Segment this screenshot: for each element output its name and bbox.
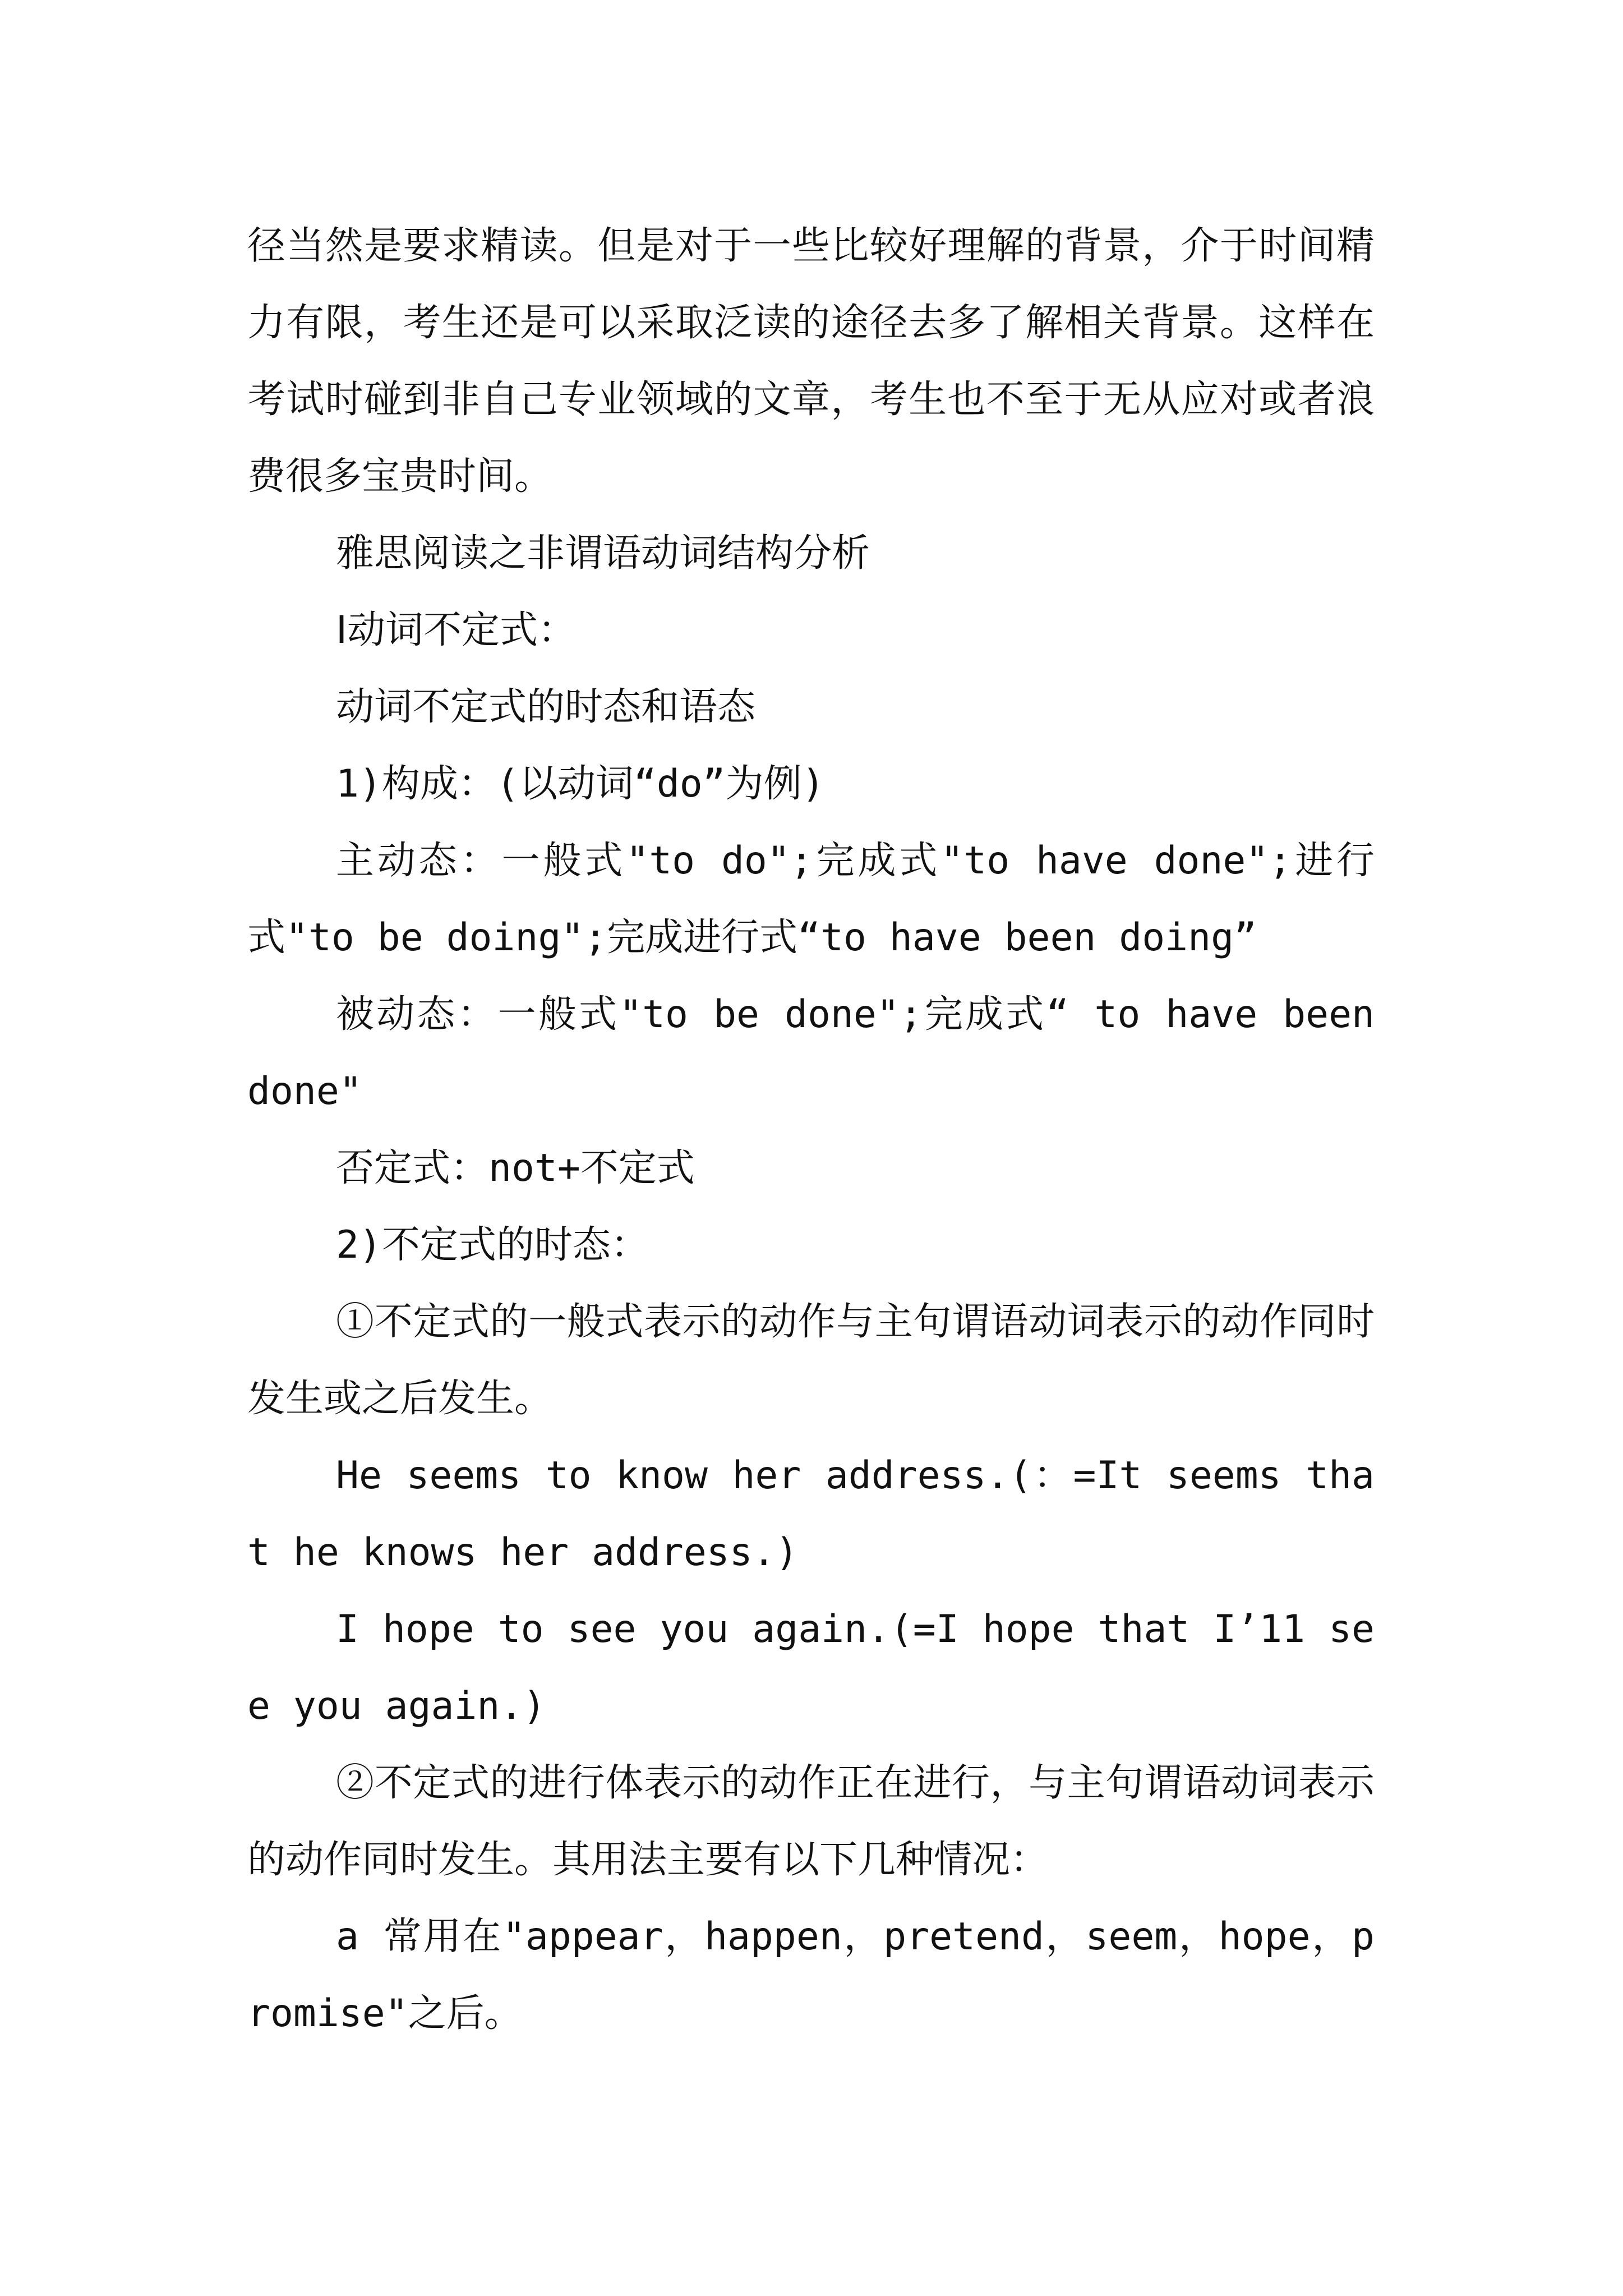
example-sentence-1: He seems to know her address.(：=It seems that he knows her address.) xyxy=(247,1453,1375,1575)
section-title: 雅思阅读之非谓语动词结构分析 xyxy=(336,531,870,576)
paragraph-passive-voice: 被动态：一般式"to be done";完成式“ to have been done" xyxy=(247,992,1375,1114)
heading-infinitive: Ⅰ动词不定式： xyxy=(336,608,577,652)
document-body xyxy=(247,208,1375,2052)
subheading-tense-voice: 动词不定式的时态和语态 xyxy=(336,685,756,729)
example-sentence-2: I hope to see you again.(=I hope that I’11 see you again.) xyxy=(247,1607,1375,1728)
paragraph-intro-continuation: 径当然是要求精读。但是对于一些比较好理解的背景，介于时间精力有限，考生还是可以采取泛读的途径去多了解相关背景。这样在考试时碰到非自己专业领域的文章，考生也不至于无从应对或者浪费很多宝贵时间。 xyxy=(247,224,1375,499)
paragraph-infinitive-tense: 2)不定式的时态： xyxy=(336,1223,649,1267)
paragraph-usage-a: a 常用在"appear，happen，pretend，seem，hope，promise"之后。 xyxy=(247,1915,1375,2036)
paragraph-structure: 1)构成：(以动词“do”为例) xyxy=(336,762,825,806)
paragraph-simple-form: ①不定式的一般式表示的动作与主句谓语动词表示的动作同时发生或之后发生。 xyxy=(247,1300,1375,1421)
paragraph-active-voice: 主动态：一般式"to do";完成式"to have done";进行式"to be doing";完成进行式“to have been doing” xyxy=(247,839,1375,960)
paragraph-progressive-form: ②不定式的进行体表示的动作正在进行，与主句谓语动词表示的动作同时发生。其用法主要有以下几种情况： xyxy=(247,1761,1375,1882)
paragraph-negative-form: 否定式：not+不定式 xyxy=(336,1146,695,1190)
